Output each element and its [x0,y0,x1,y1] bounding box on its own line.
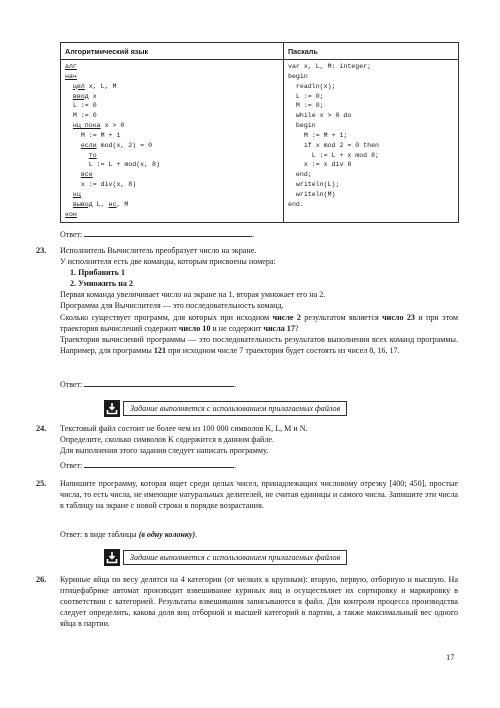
answer-label: Ответ: [60,461,83,470]
answer-field[interactable] [84,378,234,387]
code-line: var x, L, M: integer; [288,63,372,70]
code-line: вывод L, нс, M [72,200,129,208]
answer-label: Ответ: в виде таблицы [60,530,137,539]
download-file-icon [104,400,120,417]
paragraph: Сколько существует программ, для которых при исходном числе 2 результатом является число 23 и при этом траектория вычислений содержит число 10 и не содержит числа 17? [60,312,459,333]
task-24-text [60,423,458,456]
code-line: x := x div 8 [288,161,352,169]
code-line: begin [288,72,308,80]
code-line: все [80,171,93,179]
algo-column-header: Алгоритмический язык [61,43,284,60]
algo-code-cell [61,60,284,223]
code-line: нц пока x > 0 [72,122,125,130]
code-line: L := 0; [288,92,324,100]
answer-line: Ответ: . [60,461,237,470]
answer-hint: (в одну колонку) [138,530,196,539]
pascal-code-cell [284,60,459,223]
file-banner-caption: Задание выполняется с использованием прилагаемых файлов [123,550,347,565]
answer-field[interactable] [84,228,252,237]
code-line: кц [72,190,81,198]
paragraph: Куриные яйца по весу делятся на 4 категории (от мелких к крупным): вторую, первую, отборную и высшую. На птицефабрике автомат производит взвешивание куриных яиц и осуществляет их сортировку и маркировку в соответствии с категорией. Результаты взвешивания записываются в файл. Для контроля процесса производства следует определить, какова доля яиц отборной и высшей категорий в партии, а также максимальный вес одного яйца в партии. [60,575,458,629]
answer-field[interactable] [84,459,234,468]
code-line: end; [288,171,312,179]
answer-line: Ответ: . [60,230,255,239]
code-line: M := M + 1 [65,131,121,139]
answer-label: Ответ: [60,230,83,239]
answer-line: Ответ: . [60,380,237,389]
code-line: L := L + x mod 8; [288,151,380,159]
code-line: ввод x [72,92,97,100]
task-25-text [60,478,458,511]
code-table [60,42,459,223]
answer-line: Ответ: в виде таблицы (в одну колонку). [60,530,198,539]
paragraph: Текстовый файл состоит не более чем из 100 000 символов K, L, M и N. [60,424,308,433]
code-line: writeln(L); [288,181,340,189]
task-number: 23. [36,246,47,255]
code-line: L := 0 [65,102,97,110]
code-line: writeln(M) [288,190,336,198]
task-number: 26. [36,575,47,584]
command-1: 1. Прибавить 1 [70,268,126,278]
code-line: цел x, L, M [72,82,117,90]
code-line: M := 0 [65,112,97,120]
command-2: 2. Умножить на 2 [70,279,133,289]
paragraph: Определите, сколько символов K содержится в данном файле. [60,435,275,445]
paragraph: Траектория вычислений программы — это последовательность результатов выполнения всех команд программы. Например, для программы 121 при исходном числе 7 траектория будет состоять из чисел 8, 16, 17. [60,334,458,355]
code-line: readln(x); [288,82,336,90]
answer-label: Ответ: [60,380,83,389]
file-banner-caption: Задание выполняется с использованием прилагаемых файлов [123,401,347,416]
code-line: если mod(x, 2) = 0 [80,141,153,149]
download-file-icon [104,549,120,566]
code-line: end. [288,200,304,208]
task-number: 24. [36,424,47,433]
code-line: if x mod 2 = 0 then [288,141,380,149]
file-banner [104,549,347,566]
code-line: x := div(x, 8) [65,181,137,189]
code-line: M := M + 1; [288,131,348,139]
pascal-column-header: Паскаль [284,43,459,60]
code-line: begin [288,122,316,130]
task-26-text [60,574,458,629]
paragraph: Первая команда увеличивает число на экране на 1, вторая умножает его на 2. [60,290,326,300]
code-line: нач [65,72,77,80]
file-banner [104,400,347,417]
task-23-text [60,245,458,356]
paragraph: У исполнителя есть две команды, которым присвоены номера: [60,257,276,267]
code-line: то [88,151,97,159]
code-line: while x > 0 do [288,112,352,120]
code-line: L := L + mod(x, 8) [65,161,160,169]
paragraph: Программа для Вычислителя — это последовательность команд. [60,301,284,311]
page-number: 17 [446,652,455,662]
paragraph: Исполнитель Вычислитель преобразует число на экране. [60,246,257,255]
paragraph: Напишите программу, которая ищет среди целых чисел, принадлежащих числовому отрезку [400; 450], простые числа, то есть числа, не имеющие натуральных делителей, не считая единицы и самого числа. Запишите эти числа в таблицу на экране с новой строки в порядке возрастания. [60,479,458,511]
code-line: кон [65,210,77,218]
paragraph: Для выполнения этого задания следует написать программу. [60,446,269,456]
task-number: 25. [36,479,47,488]
code-line: алг [65,63,77,70]
code-line: M := 0; [288,102,324,110]
